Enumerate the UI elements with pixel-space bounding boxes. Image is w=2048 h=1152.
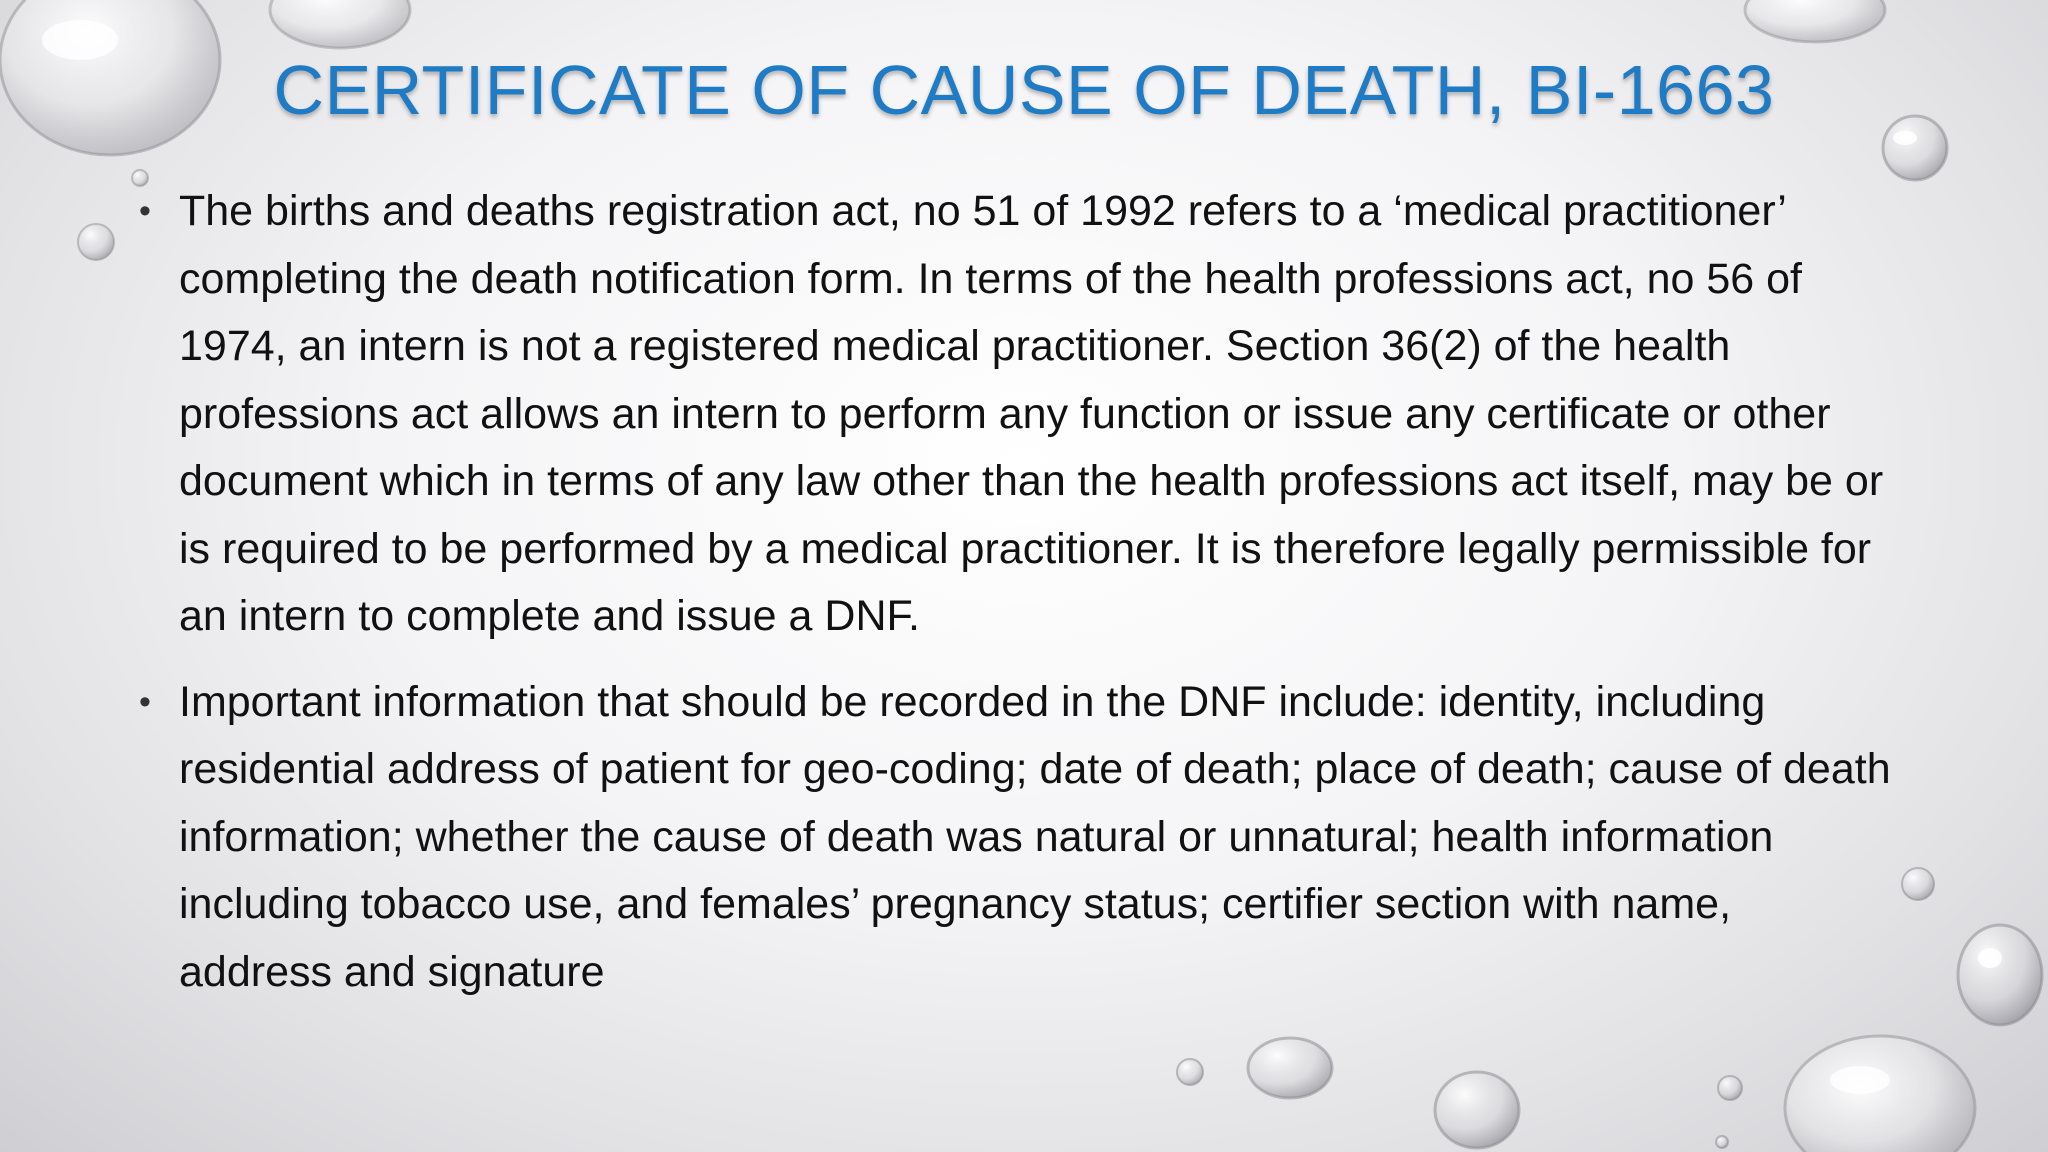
- droplet: [1785, 1036, 1975, 1152]
- droplet: [1716, 1136, 1728, 1148]
- bullet-item: [135, 178, 1895, 651]
- bullet-text: The births and deaths registration act, no 51 of 1992 refers to a ‘medical practitioner’ completing the death notification form. In terms of the health professions act, no 56 of 1974, an intern is not a registered medical practitioner. Section 36(2) of the health professions act allows an intern to perform any function or issue any certificate or other document which in terms of any law other than the health professions act itself, may be or is required to be performed by a medical practitioner. It is therefore legally permissible for an intern to complete and issue a DNF.: [179, 187, 1884, 640]
- bullet-list: [135, 178, 1895, 1006]
- droplet: [1718, 1076, 1742, 1100]
- bullet-marker: •: [139, 192, 151, 230]
- droplet: [1745, 0, 1885, 42]
- bullet-marker: •: [139, 682, 151, 721]
- slide-body: [135, 178, 1895, 1024]
- bullet-text: Important information that should be recorded in the DNF include: identity, including residential address of patient for geo-coding; date of death; place of death; cause of death information; whether the cause of death was natural or unnatural; health information including tobacco use, and females’ pregnancy status; certifier section with name, address and signature: [179, 677, 1891, 996]
- droplet: [1435, 1072, 1519, 1148]
- droplet: [270, 0, 410, 48]
- droplet: [1177, 1059, 1203, 1085]
- droplet: [78, 224, 114, 260]
- droplet: [1248, 1038, 1332, 1098]
- droplet: [1902, 868, 1934, 900]
- bullet-item: [135, 669, 1895, 1007]
- slide-title: CERTIFICATE OF CAUSE OF DEATH, BI-1663: [273, 51, 1775, 129]
- droplet: [1958, 925, 2042, 1025]
